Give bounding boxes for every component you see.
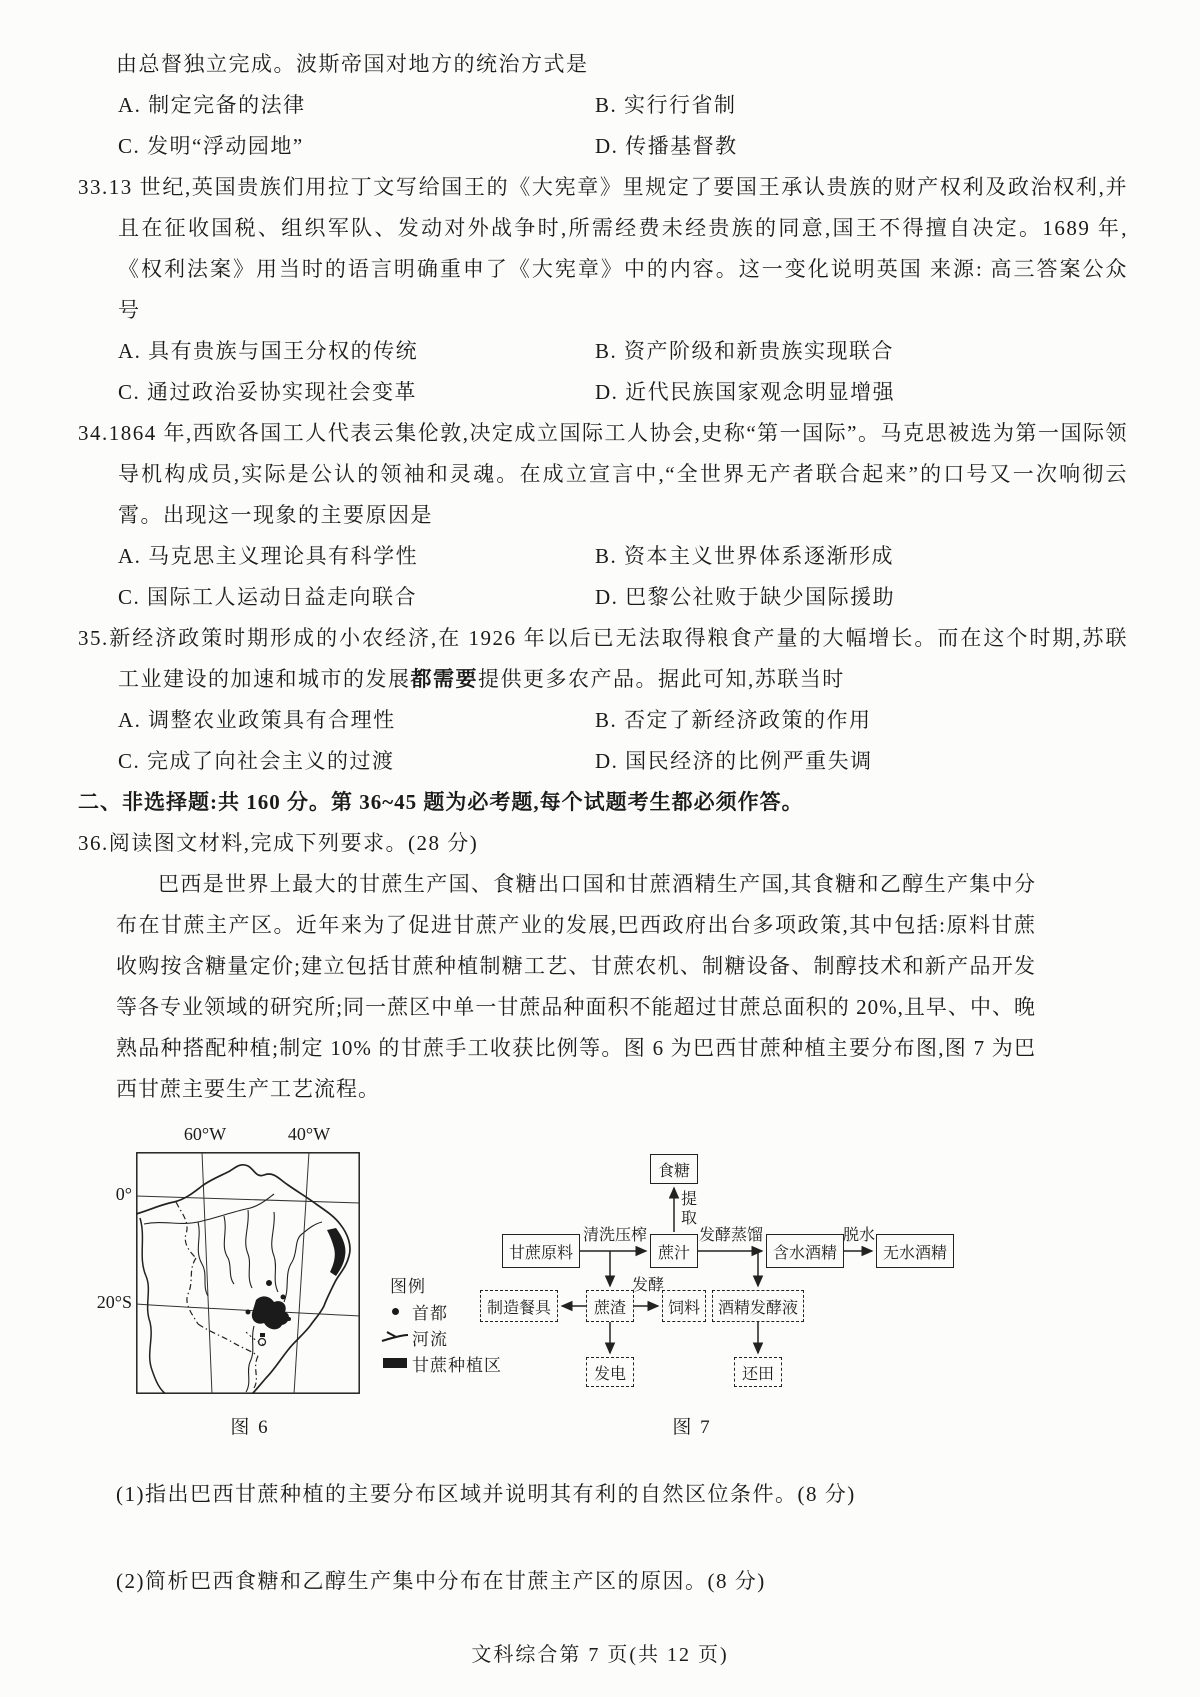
flow-box-cane-raw: 甘蔗原料 — [502, 1234, 580, 1268]
legend-river-label: 河流 — [412, 1329, 448, 1349]
q32-option-b: B. 实行行省制 — [595, 93, 737, 117]
q34-option-d: D. 巴黎公社败于缺少国际援助 — [595, 585, 896, 609]
q36-sub1: (1)指出巴西甘蔗种植的主要分布区域并说明其有利的自然区位条件。(8 分) — [116, 1482, 856, 1506]
map-lat-20s-label: 20°S — [96, 1292, 132, 1312]
figure-area — [78, 1114, 1128, 1448]
q35-options — [118, 700, 1128, 782]
flow-box-anhydrous-ethanol: 无水酒精 — [876, 1234, 954, 1268]
flow-box-power-generation: 发电 — [586, 1357, 634, 1387]
q35-stem-emphasis: 都需要 — [410, 667, 478, 691]
q35-option-d: D. 国民经济的比例严重失调 — [595, 749, 873, 773]
q34-stem: 34.1864 年,西欧各国工人代表云集伦敦,决定成立国际工人协会,史称“第一国际”。马克思被选为第一国际领导机构成员,实际是公认的领袖和灵魂。在成立宣言中,“全世界无产者联合起来”的口号又一次响彻云霄。出现这一现象的主要原因是 — [78, 421, 1128, 527]
q35-stem-b: 提供更多农产品。据此可知,苏联当时 — [478, 667, 845, 691]
map-lon-40w-label: 40°W — [287, 1124, 331, 1144]
flow-label-ferment: 发酵 — [631, 1277, 664, 1294]
q34-option-c: C. 国际工人运动日益走向联合 — [118, 585, 418, 609]
flow-box-feed: 饲料 — [662, 1290, 706, 1322]
flow-box-cane-juice: 蔗汁 — [650, 1234, 698, 1268]
q34-options — [118, 536, 1128, 618]
q36-intro: 36.阅读图文材料,完成下列要求。(28 分) — [78, 831, 479, 855]
q32-option-a: A. 制定完备的法律 — [118, 93, 306, 117]
q32-options — [118, 85, 1128, 167]
q35-option-a: A. 调整农业政策具有合理性 — [118, 708, 396, 732]
q35-option-b: B. 否定了新经济政策的作用 — [595, 708, 872, 732]
q34-option-b: B. 资本主义世界体系逐渐形成 — [595, 544, 895, 568]
flow-label-dehydrate: 脱水 — [842, 1227, 875, 1244]
q33-options — [118, 331, 1128, 413]
figure6-caption: 图 6 — [230, 1417, 270, 1438]
figure7-caption: 图 7 — [672, 1417, 712, 1438]
q35-stem — [78, 618, 1128, 700]
flow-box-hydrous-ethanol: 含水酒精 — [766, 1234, 844, 1268]
legend-capital-label: 首都 — [412, 1303, 448, 1323]
flow-label-ferment-distill: 发酵蒸馏 — [698, 1227, 763, 1244]
q33-stem: 33.13 世纪,英国贵族们用拉丁文写给国王的《大宪章》里规定了要国王承认贵族的财产权利及政治权利,并且在征收国税、组织军队、发动对外战争时,所需经费未经贵族的同意,国王不得擅自决定。1689 年,《权利法案》用当时的语言明确重申了《大宪章》中的内容。这一变化说明英国 来源: 高三答案公众号 — [78, 175, 1128, 322]
q36-material: 巴西是世界上最大的甘蔗生产国、食糖出口国和甘蔗酒精生产国,其食糖和乙醇生产集中分布在甘蔗主产区。近年来为了促进甘蔗产业的发展,巴西政府出台多项政策,其中包括:原料甘蔗收购按含糖量定价;建立包括甘蔗种植制糖工艺、甘蔗农机、制糖设备、制醇技术和新产品开发等各专业领域的研究所;同一蔗区中单一甘蔗品种面积不能超过甘蔗总面积的 20%,且早、中、晚熟品种搭配种植;制定 10% 的甘蔗手工收获比例等。图 6 为巴西甘蔗种植主要分布图,图 7 为巴西甘蔗主要生产工艺流程。 — [116, 872, 1036, 1101]
flow-box-tableware: 制造餐具 — [480, 1290, 558, 1322]
flow-label-extract: 提取 — [680, 1191, 697, 1227]
q36-sub2: (2)简析巴西食糖和乙醇生产集中分布在甘蔗主产区的原因。(8 分) — [116, 1569, 766, 1593]
flow-box-return-to-field: 还田 — [734, 1357, 782, 1387]
section2-header: 二、非选择题:共 160 分。第 36~45 题为必考题,每个试题考生都必须作答。 — [78, 790, 804, 814]
q33-option-a: A. 具有贵族与国王分权的传统 — [118, 339, 419, 363]
q35-stem-a: 35.新经济政策时期形成的小农经济,在 1926 年以后已无法取得粮食产量的大幅增长。而在这个时期,苏联工业建设的加速和城市的发展 — [78, 626, 1128, 691]
flowchart-arrows — [78, 1114, 1128, 1448]
q33-option-d: D. 近代民族国家观念明显增强 — [595, 380, 896, 404]
q32-option-c: C. 发明“浮动园地” — [118, 134, 304, 158]
q33-option-b: B. 资产阶级和新贵族实现联合 — [595, 339, 895, 363]
q32-option-d: D. 传播基督教 — [595, 134, 738, 158]
q33-option-c: C. 通过政治妥协实现社会变革 — [118, 380, 418, 404]
map-lon-60w-label: 60°W — [183, 1124, 227, 1144]
map-lat-0-label: 0° — [115, 1184, 132, 1204]
q35-option-c: C. 完成了向社会主义的过渡 — [118, 749, 395, 773]
legend-title: 图例 — [390, 1277, 426, 1296]
flow-label-wash-press: 清洗压榨 — [582, 1227, 647, 1244]
flow-box-fermentation-broth: 酒精发酵液 — [712, 1290, 804, 1322]
q34-option-a: A. 马克思主义理论具有科学性 — [118, 544, 419, 568]
page-footer: 文科综合第 7 页(共 12 页) — [471, 1644, 729, 1666]
flow-box-bagasse: 蔗渣 — [586, 1290, 634, 1322]
legend-cane-label: 甘蔗种植区 — [412, 1355, 502, 1375]
q32-stem: 由总督独立完成。波斯帝国对地方的统治方式是 — [116, 52, 589, 76]
content-sheet — [78, 44, 1128, 1602]
flow-box-sugar: 食糖 — [650, 1154, 698, 1184]
